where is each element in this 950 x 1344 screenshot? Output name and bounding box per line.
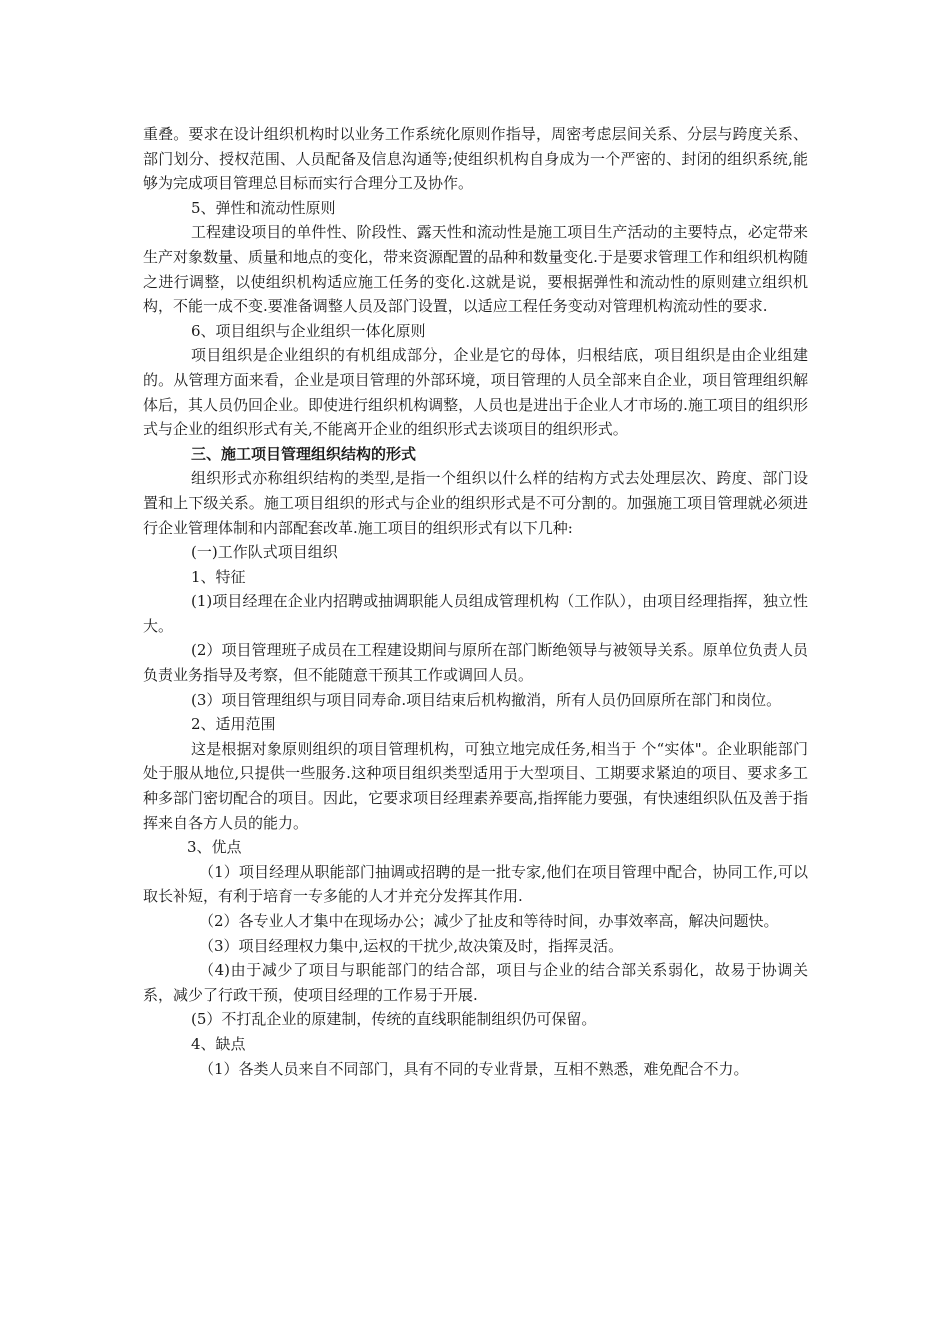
heading-advantages: 3、优点	[187, 838, 242, 857]
paragraph-integration: 项目组织是企业组织的有机组成部分，企业是它的母体，归根结底，项目组织是由企业组建的。从管理方面来看，企业是项目管理的外部环境，项目管理的人员全部来自企业，项目管理组织解体后，其人员仍回企业。即使进行组织机构调整，人员也是进出于企业人才市场的.施工项目的组织形式与企业的组织形式有关,不能离开企业的组织形式去谈项目的组织形式。	[143, 346, 808, 439]
list-item-advantage-4: （4)由于减少了项目与职能部门的结合部，项目与企业的结合部关系弱化，故易于协调关系，减少了行政干预，使项目经理的工作易于开展.	[143, 961, 808, 1004]
list-item-advantage-2: （2）各专业人才集中在现场办公；减少了扯皮和等待时间，办事效率高，解决问题快。	[199, 912, 779, 930]
list-item-disadvantage-1: （1）各类人员来自不同部门，具有不同的专业背景，互相不熟悉，难免配合不力。	[199, 1059, 749, 1078]
heading-scope: 2、适用范围	[191, 715, 276, 734]
list-item-advantage-3: （3）项目经理权力集中,运权的干扰少,故决策及时，指挥灵活。	[199, 936, 624, 955]
heading-disadvantages: 4、缺点	[191, 1034, 246, 1053]
paragraph-scope: 这是根据对象原则组织的项目管理机构，可独立地完成任务,相当于 个“实体"。企业职能部门处于服从地位,只提供一些服务.这种项目组织类型适用于大型项目、工期要求紧迫的项目、要求多工种多部门密切配合的项目。因此，它要求项目经理素养要高,指挥能力要强，有快速组织队伍及善于指挥来自各方人员的能力。	[143, 739, 808, 832]
paragraph-org-forms: 组织形式亦称组织结构的类型,是指一个组织以什么样的结构方式去处理层次、跨度、部门设置和上下级关系。施工项目组织的形式与企业的组织形式是不可分割的。加强施工项目管理就必须进行企业管理体制和内部配套改革.施工项目的组织形式有以下几种:	[143, 469, 808, 537]
document-page	[143, 122, 808, 1081]
list-item-advantage-5: (5）不打乱企业的原建制，传统的直线职能制组织仍可保留。	[191, 1010, 597, 1029]
list-item-feature-1: (1)项目经理在企业内招聘或抽调职能人员组成管理机构（工作队），由项目经理指挥，独立性大。	[143, 592, 808, 635]
list-item-advantage-1: （1）项目经理从职能部门抽调或招聘的是一批专家,他们在项目管理中配合，协同工作,可以取长补短，有利于培育一专多能的人才并充分发挥其作用.	[143, 862, 808, 906]
paragraph-continuation: 重叠。要求在设计组织机构时以业务工作系统化原则作指导，周密考虑层间关系、分层与跨度关系、部门划分、授权范围、人员配备及信息沟通等;使组织机构自身成为一个严密的、封闭的组织系统,能够为完成项目管理总目标而实行合理分工及协作。	[143, 125, 808, 193]
heading-flexibility-principle: 5、弹性和流动性原则	[191, 198, 336, 217]
subheading-work-team: (一)工作队式项目组织	[191, 543, 338, 562]
section-heading-org-forms: 三、施工项目管理组织结构的形式	[191, 444, 417, 463]
heading-features: 1、特征	[191, 567, 246, 586]
paragraph-flexibility: 工程建设项目的单件性、阶段性、露天性和流动性是施工项目生产活动的主要特点，必定带来生产对象数量、质量和地点的变化，带来资源配置的品种和数量变化.于是要求管理工作和组织机构随之进行调整，以使组织机构适应施工任务的变化.这就是说，要根据弹性和流动性的原则建立组织机构，不能一成不变.要准备调整人员及部门设置，以适应工程任务变动对管理机构流动性的要求.	[143, 223, 808, 316]
list-item-feature-3: (3）项目管理组织与项目同寿命.项目结束后机构撤消，所有人员仍回原所在部门和岗位。	[191, 690, 782, 709]
heading-integration-principle: 6、项目组织与企业组织一体化原则	[191, 321, 426, 340]
list-item-feature-2: (2）项目管理班子成员在工程建设期间与原所在部门断绝领导与被领导关系。原单位负责人员负责业务指导及考察，但不能随意干预其工作或调回人员。	[143, 641, 808, 685]
